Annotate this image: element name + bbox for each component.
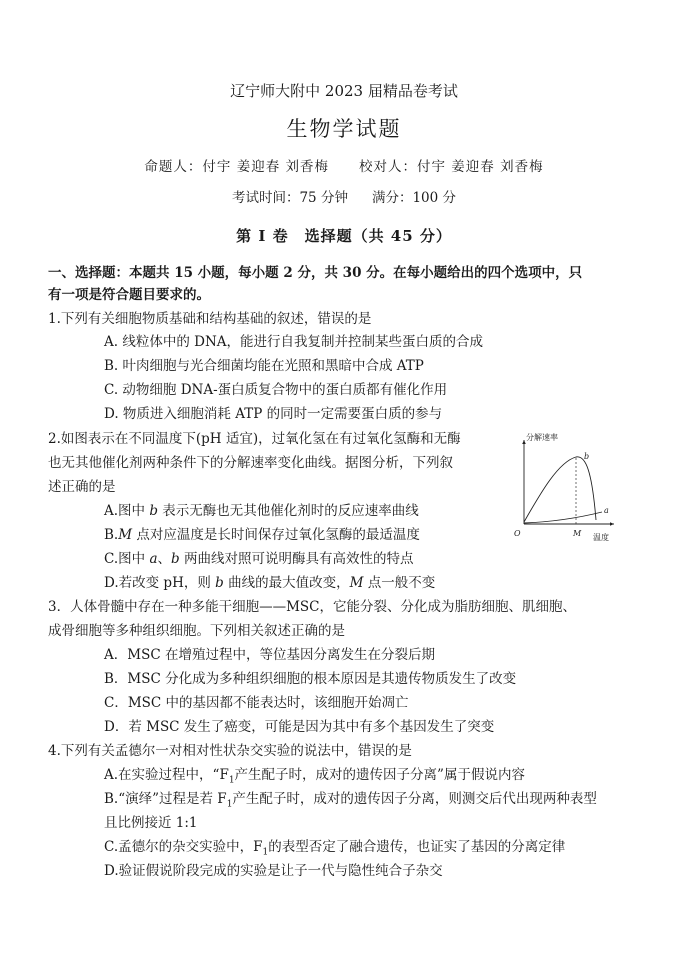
x-axis-label: 温度 <box>593 533 609 542</box>
m-tick-label: M <box>573 529 582 538</box>
page-title: 生物学试题 <box>286 117 402 141</box>
q1-stem: 1.下列有关细胞物质基础和结构基础的叙述，错误的是 <box>48 311 372 327</box>
q4-stem: 4.下列有关孟德尔一对相对性状杂交实验的说法中，错误的是 <box>48 743 412 759</box>
q3-option-a: A．MSC 在增殖过程中，等位基因分离发生在分裂后期 <box>104 647 435 663</box>
q2-rate-temperature-figure <box>510 432 620 547</box>
q3-stem-2: 成骨细胞等多种组织细胞。下列相关叙述正确的是 <box>48 623 345 639</box>
q2-option-a: A.图中 b 表示无酶也无其他催化剂时的反应速率曲线 <box>104 503 419 519</box>
q2-stem-1: 2.如图表示在不同温度下(pH 适宜)，过氧化氢在有过氧化氢酶和无酶 <box>48 431 461 447</box>
q2-option-d: D.若改变 pH，则 b 曲线的最大值改变，M 点一般不变 <box>104 575 436 591</box>
curve-a <box>524 512 602 523</box>
authors-label: 命题人：付宇 姜迎春 刘香梅 <box>144 159 329 175</box>
checkers-label: 校对人：付宇 姜迎春 刘香梅 <box>359 159 544 175</box>
x-axis-arrow-icon <box>610 522 614 526</box>
q3-option-c: C．MSC 中的基因都不能表达时，该细胞开始凋亡 <box>104 695 409 711</box>
q2-stem-3: 述正确的是 <box>48 479 116 495</box>
q4-option-a: A.在实验过程中，“$F_1$产生配子时，成对的遗传因子分离”属于假说内容 <box>104 767 525 786</box>
instruction-line-1: 一、选择题：本题共 15 小题，每小题 2 分，共 30 分。在每小题给出的四个选项中，只 <box>48 265 583 281</box>
full-score: 满分：100 分 <box>371 190 457 206</box>
q2-option-c: C.图中 a、b 两曲线对照可说明酶具有高效性的特点 <box>104 551 414 567</box>
q4-option-b-cont: 且比例接近 1:1 <box>104 815 198 831</box>
section-title: 第 Ⅰ 卷 选择题（共 45 分） <box>236 227 452 245</box>
q4-option-c: C.孟德尔的杂交实验中，$F_1$的表型否定了融合遗传，也证实了基因的分离定律 <box>104 839 566 858</box>
y-axis-label: 分解速率 <box>526 433 558 442</box>
q4-option-b: B.“演绎”过程是若 $F_1$产生配子时，成对的遗传因子分离，则测交后代出现两种表型 <box>104 791 597 810</box>
authors-line <box>0 155 688 175</box>
time-score-line <box>0 186 688 206</box>
q1-option-a: A. 线粒体中的 DNA，能进行自我复制并控制某些蛋白质的合成 <box>104 334 484 350</box>
q1-option-b: B. 叶肉细胞与光合细菌均能在光照和黑暗中合成 ATP <box>104 358 424 374</box>
origin-label: O <box>514 529 521 538</box>
q3-option-b: B．MSC 分化成为多种组织细胞的根本原因是其遗传物质发生了改变 <box>104 671 517 687</box>
q3-option-d: D．若 MSC 发生了癌变，可能是因为其中有多个基因发生了突变 <box>104 719 495 735</box>
q1-option-d: D. 物质进入细胞消耗 ATP 的同时一定需要蛋白质的参与 <box>104 406 443 422</box>
school-line: 辽宁师大附中 2023 届精品卷考试 <box>230 82 458 100</box>
q2-option-b: B.M 点对应温度是长时间保存过氧化氢酶的最适温度 <box>104 527 420 543</box>
exam-time: 考试时间：75 分钟 <box>231 190 348 206</box>
instruction-line-2: 有一项是符合题目要求的。 <box>48 287 210 303</box>
q2-stem-2: 也无其他催化剂两种条件下的分解速率变化曲线。据图分析，下列叙 <box>48 455 453 471</box>
curve-b <box>524 457 596 522</box>
q1-option-c: C. 动物细胞 DNA-蛋白质复合物中的蛋白质都有催化作用 <box>104 382 448 398</box>
q4-option-d: D.验证假说阶段完成的实验是让子一代与隐性纯合子杂交 <box>104 863 443 879</box>
curve-a-label: a <box>604 506 609 515</box>
curve-b-label: b <box>584 452 590 461</box>
q3-stem-1: 3．人体骨髓中存在一种多能干细胞——MSC，它能分裂、分化成为脂肪细胞、肌细胞、 <box>48 599 576 615</box>
